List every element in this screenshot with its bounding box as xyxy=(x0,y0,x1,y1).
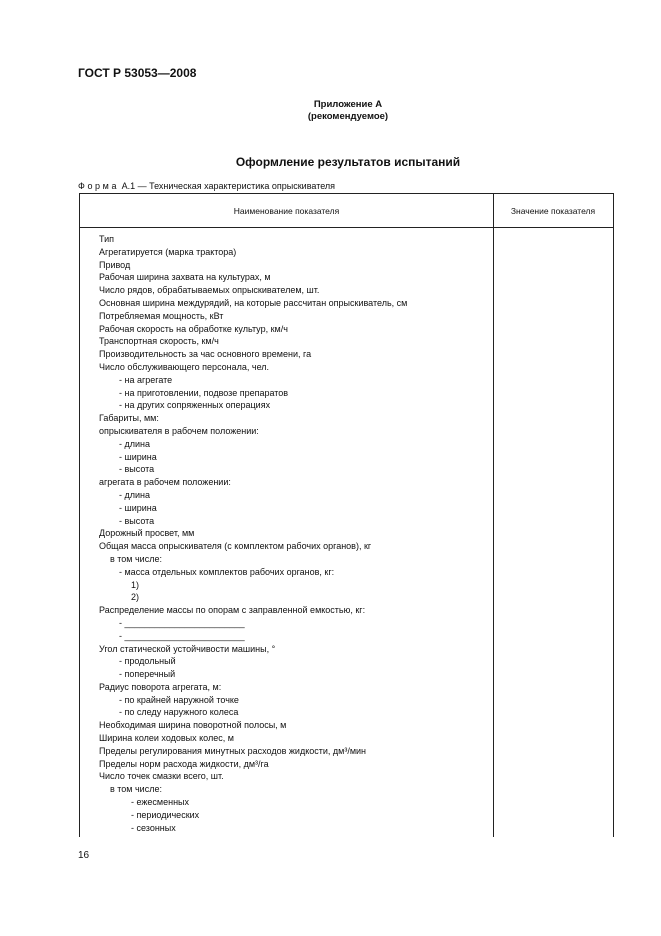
table-row: - ________________________ xyxy=(119,617,245,628)
table-row: Угол статической устойчивости машины, ° xyxy=(99,643,276,654)
table-row: - длина xyxy=(119,489,151,500)
table-row: Основная ширина междурядий, на которые рассчитан опрыскиватель, см xyxy=(99,297,408,308)
table-row: Необходимая ширина поворотной полосы, м xyxy=(99,720,287,731)
table-row: - периодических xyxy=(131,809,200,820)
table-rows xyxy=(99,233,493,834)
table-row: Пределы регулирования минутных расходов жидкости, дм³/мин xyxy=(99,745,367,756)
table-row: Агрегатируется (марка трактора) xyxy=(99,246,237,257)
annex-status: (рекомендуемое) xyxy=(307,111,389,122)
table-row: Число точек смазки всего, шт. xyxy=(99,771,224,782)
table-row: - на других сопряженных операциях xyxy=(119,400,271,411)
table-row: Потребляемая мощность, кВт xyxy=(99,310,224,321)
spec-table xyxy=(79,193,614,837)
table-row: - ежесменных xyxy=(131,797,190,808)
table-row: Транспортная скорость, км/ч xyxy=(99,336,219,347)
table-row: 1) xyxy=(131,579,140,590)
column-header-name: Наименование показателя xyxy=(233,205,340,216)
table-row: 2) xyxy=(131,592,140,603)
table-row: Привод xyxy=(99,259,131,270)
table-row: - на агрегате xyxy=(119,374,173,385)
table-row: Общая масса опрыскивателя (с комплектом рабочих органов), кг xyxy=(99,541,372,552)
column-header-value: Значение показателя xyxy=(510,205,596,216)
header-divider xyxy=(80,227,613,228)
table-row: - продольный xyxy=(119,656,176,667)
table-row: в том числе: xyxy=(110,784,162,795)
annex-heading xyxy=(78,99,618,123)
section-title: Оформление результатов испытаний xyxy=(235,155,461,169)
table-row: Габариты, мм: xyxy=(99,413,159,424)
form-caption xyxy=(78,181,335,191)
table-row: агрегата в рабочем положении: xyxy=(99,477,231,488)
table-row: - по крайней наружной точке xyxy=(119,694,239,705)
table-row: - длина xyxy=(119,438,151,449)
table-row: Распределение массы по опорам с заправленной емкостью, кг: xyxy=(99,605,366,616)
table-row: - ширина xyxy=(119,451,157,462)
table-row: Число рядов, обрабатываемых опрыскивателем, шт. xyxy=(99,285,320,296)
table-row: Тип xyxy=(99,234,115,244)
column-divider xyxy=(493,194,494,837)
form-label: Форма xyxy=(78,181,120,191)
standard-code: ГОСТ Р 53053—2008 xyxy=(78,66,197,80)
page-number: 16 xyxy=(78,850,90,861)
table-row: Ширина колеи ходовых колес, м xyxy=(99,733,234,744)
table-row: - на приготовлении, подвозе препаратов xyxy=(119,387,289,398)
table-row: Радиус поворота агрегата, м: xyxy=(99,681,222,692)
table-row: - ширина xyxy=(119,502,157,513)
table-row: - по следу наружного колеса xyxy=(119,707,239,718)
table-row: Пределы норм расхода жидкости, дм³/га xyxy=(99,758,269,769)
table-row: - поперечный xyxy=(119,669,176,680)
table-row: Рабочая скорость на обработке культур, км/ч xyxy=(99,323,288,334)
annex-title: Приложение А xyxy=(313,99,383,110)
table-row: опрыскивателя в рабочем положении: xyxy=(99,425,259,436)
table-row: - высота xyxy=(119,515,155,526)
table-row: - масса отдельных комплектов рабочих органов, кг: xyxy=(119,566,335,577)
table-row: в том числе: xyxy=(110,553,162,564)
table-row: Производительность за час основного времени, га xyxy=(99,349,312,360)
table-row: - ________________________ xyxy=(119,630,245,641)
table-row: - сезонных xyxy=(131,822,176,833)
table-row: Число обслуживающего персонала, чел. xyxy=(99,361,270,372)
form-caption-text: А.1 — Техническая характеристика опрыскивателя xyxy=(121,181,336,191)
table-row: Рабочая ширина захвата на культурах, м xyxy=(99,272,271,283)
table-row: - высота xyxy=(119,464,155,475)
table-row: Дорожный просвет, мм xyxy=(99,528,195,539)
